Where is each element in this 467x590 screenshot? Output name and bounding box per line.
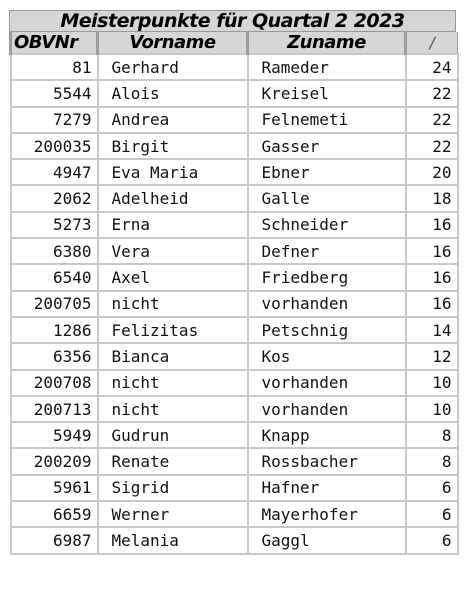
table-row (11, 422, 458, 448)
report-title: Meisterpunkte für Quartal 2 2023 (9, 10, 456, 32)
cell-zuname: Felnemeti (248, 107, 406, 133)
cell-punkte: 16 (406, 264, 458, 290)
table-row (11, 396, 458, 422)
cell-punkte: 6 (406, 475, 458, 501)
cell-obvnr: 5961 (11, 475, 98, 501)
column-header-punkte: / (406, 32, 458, 54)
table-row (11, 264, 458, 290)
table-row (11, 317, 458, 343)
cell-obvnr: 5949 (11, 422, 98, 448)
cell-obvnr: 200713 (11, 396, 98, 422)
table-row (11, 238, 458, 264)
cell-obvnr: 6356 (11, 343, 98, 369)
column-header-obvnr: OBVNr (11, 32, 98, 54)
cell-punkte: 18 (406, 185, 458, 211)
cell-zuname: vorhanden (248, 291, 406, 317)
cell-obvnr: 6380 (11, 238, 98, 264)
cell-vorname: Bianca (98, 343, 248, 369)
cell-punkte: 22 (406, 80, 458, 106)
cell-punkte: 22 (406, 133, 458, 159)
table-row (11, 159, 458, 185)
table-row (11, 54, 458, 80)
cell-vorname: Melania (98, 527, 248, 553)
cell-zuname: Rossbacher (248, 448, 406, 474)
cell-punkte: 10 (406, 396, 458, 422)
cell-zuname: Ebner (248, 159, 406, 185)
column-header-vorname: Vorname (98, 32, 248, 54)
cell-obvnr: 6540 (11, 264, 98, 290)
cell-zuname: Knapp (248, 422, 406, 448)
cell-obvnr: 4947 (11, 159, 98, 185)
cell-punkte: 6 (406, 527, 458, 553)
cell-obvnr: 200708 (11, 370, 98, 396)
cell-obvnr: 5544 (11, 80, 98, 106)
cell-vorname: Renate (98, 448, 248, 474)
cell-vorname: Sigrid (98, 475, 248, 501)
table-row (11, 527, 458, 553)
cell-vorname: Axel (98, 264, 248, 290)
cell-punkte: 10 (406, 370, 458, 396)
cell-punkte: 16 (406, 212, 458, 238)
table-row (11, 133, 458, 159)
cell-punkte: 16 (406, 291, 458, 317)
table-row (11, 448, 458, 474)
table-row (11, 107, 458, 133)
table-row (11, 212, 458, 238)
cell-vorname: Werner (98, 501, 248, 527)
table-row (11, 370, 458, 396)
cell-zuname: Hafner (248, 475, 406, 501)
cell-punkte: 8 (406, 422, 458, 448)
cell-punkte: 8 (406, 448, 458, 474)
cell-vorname: Vera (98, 238, 248, 264)
cell-zuname: Kos (248, 343, 406, 369)
table-row (11, 501, 458, 527)
table-row (11, 291, 458, 317)
cell-zuname: vorhanden (248, 396, 406, 422)
cell-obvnr: 200209 (11, 448, 98, 474)
cell-vorname: Birgit (98, 133, 248, 159)
cell-obvnr: 2062 (11, 185, 98, 211)
cell-obvnr: 6659 (11, 501, 98, 527)
cell-vorname: Andrea (98, 107, 248, 133)
cell-punkte: 14 (406, 317, 458, 343)
cell-vorname: nicht (98, 370, 248, 396)
table-row (11, 475, 458, 501)
cell-obvnr: 6987 (11, 527, 98, 553)
cell-vorname: Gudrun (98, 422, 248, 448)
table-body (11, 54, 458, 554)
cell-vorname: Gerhard (98, 54, 248, 80)
cell-punkte: 22 (406, 107, 458, 133)
table-row (11, 343, 458, 369)
cell-obvnr: 81 (11, 54, 98, 80)
cell-zuname: Galle (248, 185, 406, 211)
cell-obvnr: 5273 (11, 212, 98, 238)
cell-zuname: Kreisel (248, 80, 406, 106)
cell-punkte: 12 (406, 343, 458, 369)
table-row (11, 185, 458, 211)
cell-vorname: Eva Maria (98, 159, 248, 185)
cell-zuname: Petschnig (248, 317, 406, 343)
cell-zuname: Friedberg (248, 264, 406, 290)
cell-obvnr: 1286 (11, 317, 98, 343)
points-report (9, 10, 456, 555)
cell-obvnr: 7279 (11, 107, 98, 133)
cell-zuname: Mayerhofer (248, 501, 406, 527)
cell-obvnr: 200705 (11, 291, 98, 317)
header-row (11, 32, 458, 54)
cell-vorname: Erna (98, 212, 248, 238)
cell-vorname: Adelheid (98, 185, 248, 211)
cell-zuname: Defner (248, 238, 406, 264)
cell-zuname: Gasser (248, 133, 406, 159)
points-table (9, 32, 459, 555)
cell-vorname: Alois (98, 80, 248, 106)
table-row (11, 80, 458, 106)
cell-zuname: Schneider (248, 212, 406, 238)
cell-zuname: Rameder (248, 54, 406, 80)
cell-obvnr: 200035 (11, 133, 98, 159)
cell-punkte: 24 (406, 54, 458, 80)
cell-vorname: Felizitas (98, 317, 248, 343)
cell-punkte: 16 (406, 238, 458, 264)
cell-zuname: vorhanden (248, 370, 406, 396)
cell-punkte: 20 (406, 159, 458, 185)
column-header-zuname: Zuname (248, 32, 406, 54)
cell-zuname: Gaggl (248, 527, 406, 553)
cell-vorname: nicht (98, 396, 248, 422)
cell-punkte: 6 (406, 501, 458, 527)
cell-vorname: nicht (98, 291, 248, 317)
